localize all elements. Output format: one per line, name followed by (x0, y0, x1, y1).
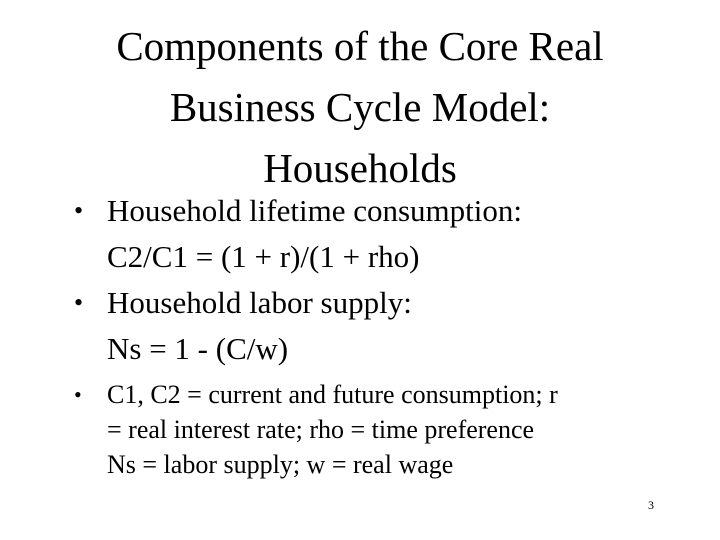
title-line-3: Households (263, 145, 457, 191)
slide-title (40, 16, 680, 199)
equation-labor-supply: Ns = 1 - (C/w) (107, 331, 289, 366)
bullet-marker: • (74, 382, 82, 407)
definition-line-3: Ns = labor supply; w = real wage (107, 450, 454, 479)
bullet-definitions (74, 377, 694, 482)
bullet-text-line: Household labor supply: (107, 285, 412, 320)
title-line-1: Components of the Core Real (116, 23, 604, 69)
equation-consumption: C2/C1 = (1 + r)/(1 + rho) (107, 239, 420, 274)
bullet-marker: • (74, 196, 84, 225)
page-number: 3 (648, 498, 654, 512)
bullet-marker: • (74, 288, 84, 317)
bullet-labor-supply (74, 280, 694, 372)
title-line-2: Business Cycle Model: (169, 84, 551, 130)
definition-line-1: C1, C2 = current and future consumption; r (107, 380, 558, 409)
main-bullet-list (74, 188, 694, 372)
definition-line-2: = real interest rate; rho = time preference (107, 415, 535, 444)
bullet-text-line: Household lifetime consumption: (107, 193, 523, 228)
definitions-bullet-list (74, 377, 694, 482)
bullet-lifetime-consumption (74, 188, 694, 280)
